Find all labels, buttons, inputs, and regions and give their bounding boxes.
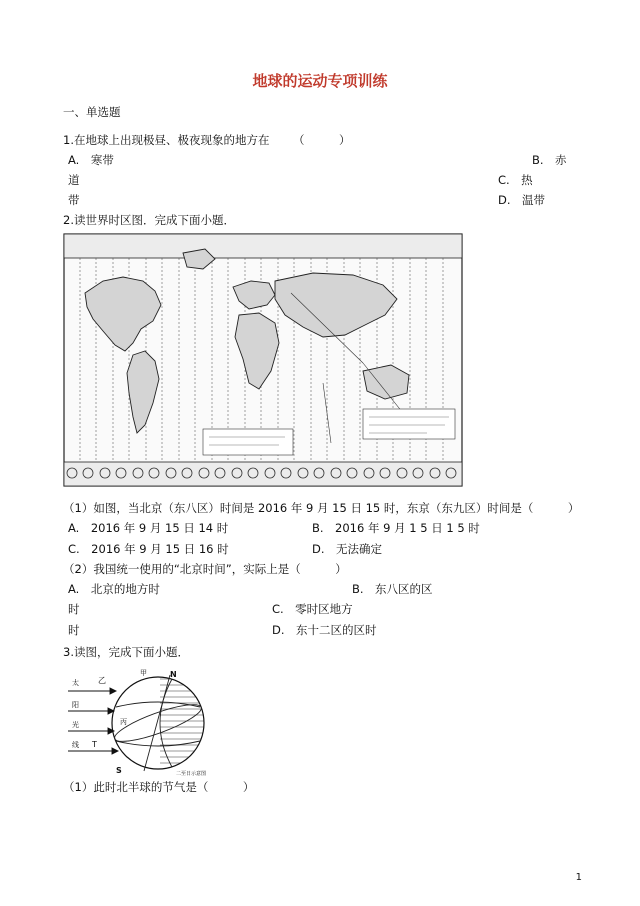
q1-option-a: A. 寒带 bbox=[68, 153, 114, 167]
q1-option-b-cont: 道 bbox=[68, 173, 80, 187]
q2-sub1-stem: （1）如图，当北京（东八区）时间是 2016 年 9 月 15 日 15 时，东京（东九区）时间是（ ） bbox=[63, 501, 580, 515]
q2-sub1-option-a: A. 2016 年 9 月 15 日 14 时 bbox=[68, 521, 229, 535]
globe-label-tai: 太 bbox=[72, 679, 79, 687]
q2-sub1-option-d: D. 无法确定 bbox=[312, 542, 383, 556]
q2-sub2-option-d: D. 东十二区的区时 bbox=[272, 623, 377, 637]
q1-option-b: B. 赤 bbox=[532, 153, 567, 167]
globe-label-jia: 甲 bbox=[140, 669, 147, 677]
globe-label-t: T bbox=[92, 740, 97, 749]
q2-sub2-option-a: A. 北京的地方时 bbox=[68, 582, 160, 596]
q1-stem: 1.在地球上出现极昼、极夜现象的地方在 bbox=[63, 133, 270, 147]
document-title: 地球的运动专项训练 bbox=[252, 72, 388, 90]
q2-stem: 2.读世界时区图．完成下面小题． bbox=[63, 213, 235, 227]
q2-sub2-option-c: C. 零时区地方 bbox=[272, 602, 353, 616]
q1-answer-paren: （ ） bbox=[293, 133, 351, 147]
q2-sub2-option-c-cont: 时 bbox=[68, 623, 80, 637]
q2-sub1-option-c: C. 2016 年 9 月 15 日 16 时 bbox=[68, 542, 229, 556]
globe-label-xian: 线 bbox=[72, 741, 79, 749]
q3-sub1-stem: （1）此时北半球的节气是（ ） bbox=[63, 780, 255, 794]
page-number: 1 bbox=[575, 872, 582, 883]
q3-stem: 3.读图，完成下面小题． bbox=[63, 645, 189, 659]
q2-sub2-stem: （2）我国统一使用的“北京时间”，实际上是（ ） bbox=[63, 562, 347, 576]
globe-label-bing: 丙 bbox=[120, 718, 127, 726]
globe-label-n: N bbox=[170, 670, 177, 679]
q1-option-c: C. 热 bbox=[498, 173, 533, 187]
globe-label-s: S bbox=[116, 766, 122, 775]
world-time-zone-map bbox=[63, 233, 463, 487]
globe-label-yang: 阳 bbox=[72, 701, 79, 709]
q1-option-d: D. 温带 bbox=[498, 193, 546, 207]
globe-label-guang: 光 bbox=[72, 721, 79, 729]
globe-caption: 二至日示意图 bbox=[176, 771, 207, 777]
q2-sub1-option-b: B. 2016 年 9 月 1 5 日 1 5 时 bbox=[312, 521, 480, 535]
q2-sub2-option-b-cont: 时 bbox=[68, 602, 80, 616]
q2-sub2-option-b: B. 东八区的区 bbox=[352, 582, 433, 596]
solstice-globe-diagram bbox=[64, 667, 224, 777]
globe-label-yi: 乙 bbox=[98, 676, 106, 685]
q1-option-c-cont: 带 bbox=[68, 193, 80, 207]
section-heading: 一、单选题 bbox=[63, 105, 121, 119]
